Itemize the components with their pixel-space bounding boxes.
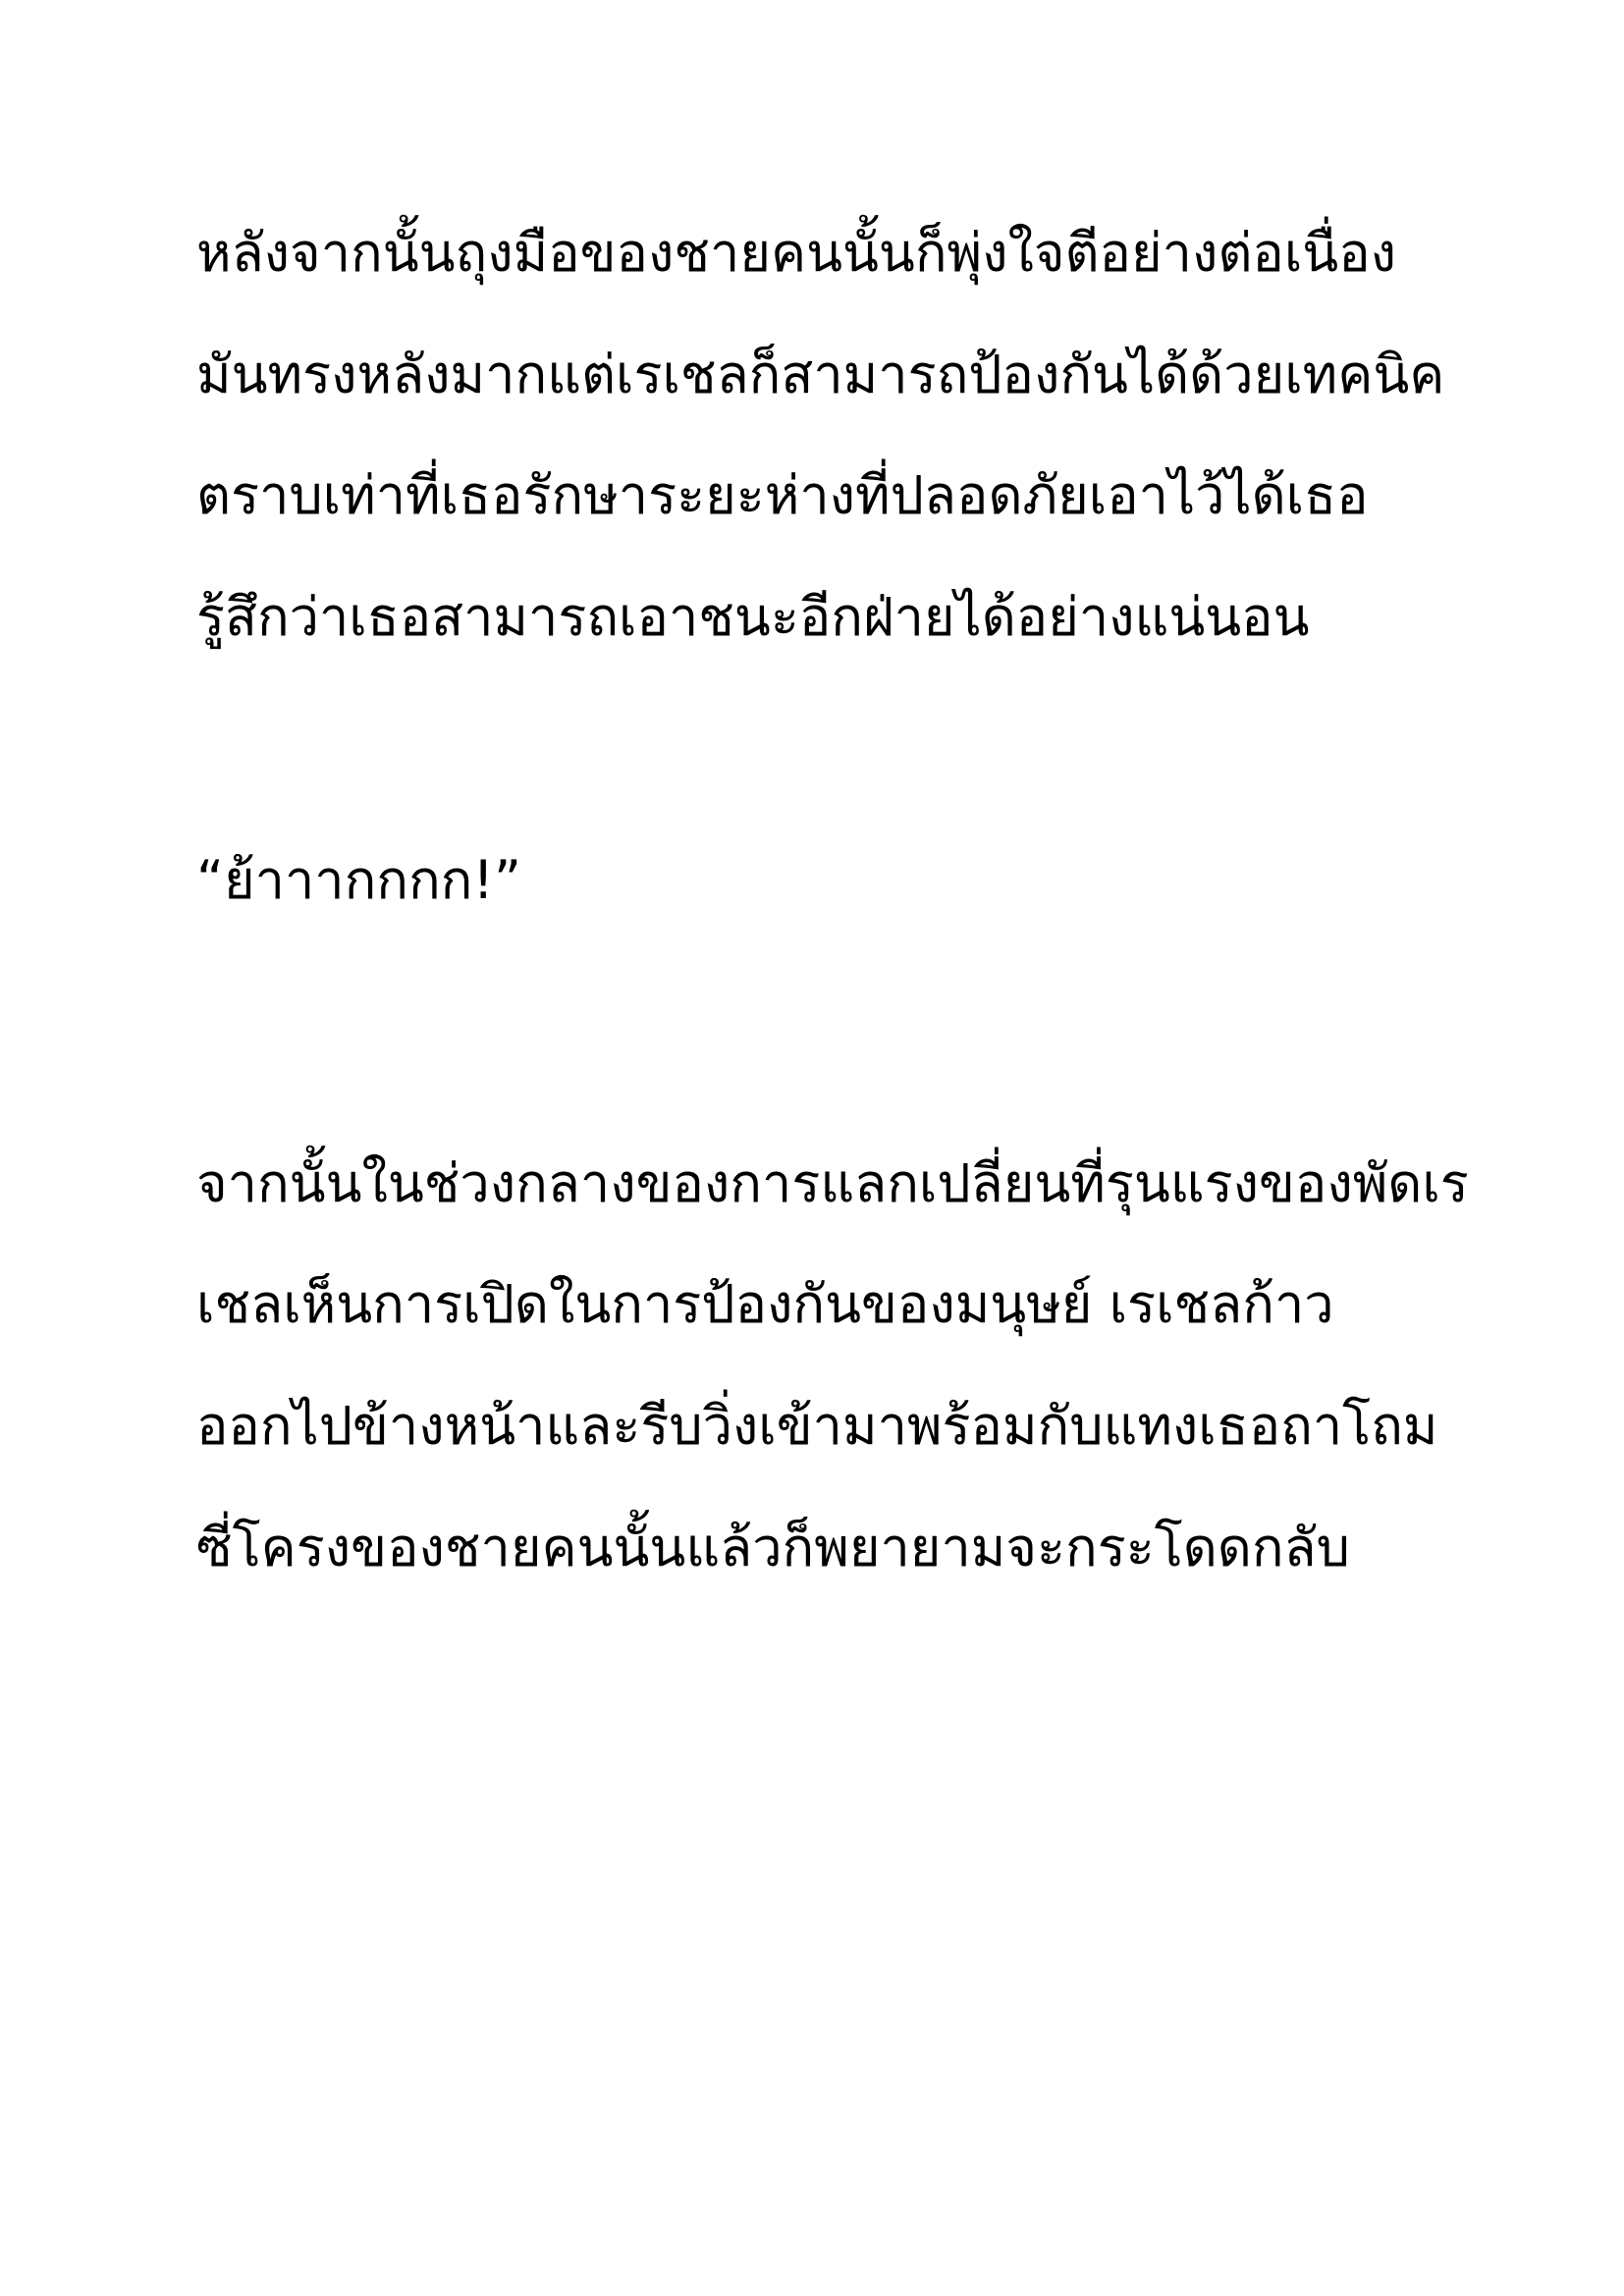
dialogue-line: “ย้าาากกกก!” bbox=[196, 849, 521, 911]
paragraph-1-line-3: ตราบเท่าที่เธอรักษาระยะห่างที่ปลอดภัยเอาไว้ได้เธอ bbox=[196, 464, 1369, 526]
paragraph-1-line-2: มันทรงหลังมากแต่เรเชลก็สามารถป้องกันได้ด้วยเทคนิค bbox=[196, 344, 1445, 405]
paragraph-2-line-3: ออกไปข้างหน้าและรีบวิ่งเข้ามาพร้อมกับแทงเธอถาโถม bbox=[196, 1395, 1438, 1457]
paragraph-2-line-4: ซี่โครงของชายคนนั้นแล้วก็พยายามจะกระโดดกลับ bbox=[196, 1517, 1350, 1578]
paragraph-2-line-2: เชลเห็นการเปิดในการป้องกันของมนุษย์ เรเชลก้าว bbox=[196, 1273, 1334, 1335]
paragraph-1-line-4: รู้สึกว่าเธอสามารถเอาชนะอีกฝ่ายได้อย่างแน่นอน bbox=[196, 586, 1310, 648]
paragraph-2-line-1: จากนั้นในช่วงกลางของการแลกเปลี่ยนที่รุนแรงของพัดเร bbox=[196, 1152, 1469, 1214]
paragraph-1-line-1: หลังจากนั้นถุงมือของชายคนนั้นก็พุ่งใจตีอย่างต่อเนื่อง bbox=[196, 222, 1396, 284]
